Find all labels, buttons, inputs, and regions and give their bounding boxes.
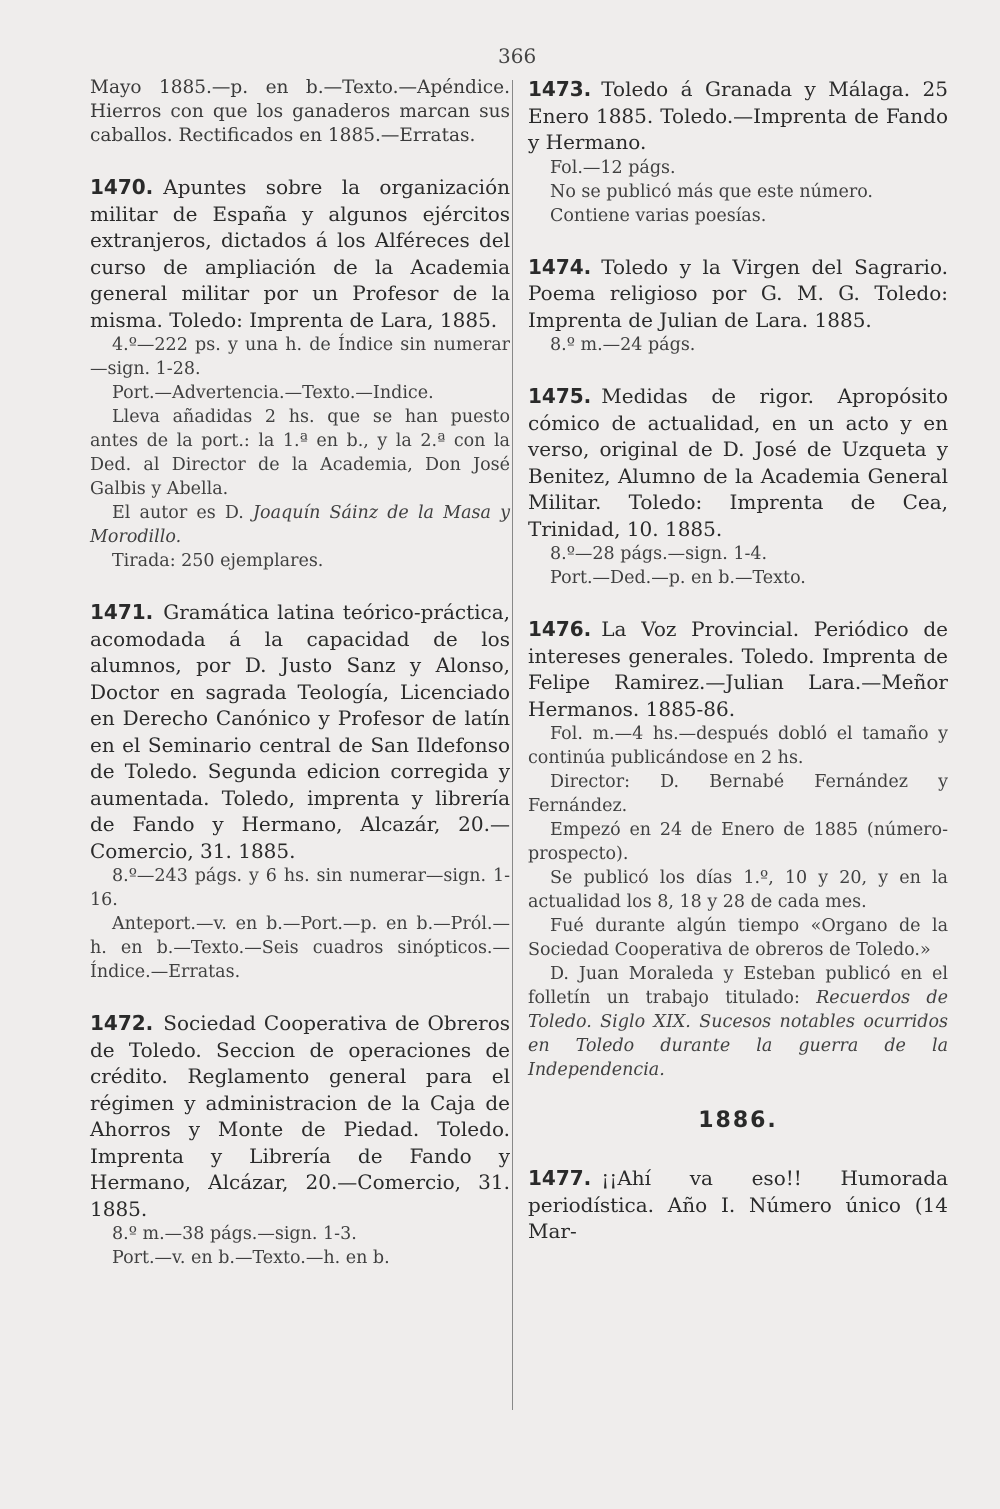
year-heading: 1886. [698,1108,778,1133]
entry-detail: Anteport.—v. en b.—Port.—p. en b.—Pról.—h. en b.—Texto.—Seis cuadros sinópticos.—Índice.—Erratas. [90,914,510,982]
entry-detail: Port.—v. en b.—Texto.—h. en b. [112,1248,390,1268]
entry-title: Sociedad Cooperativa de Obreros de Toledo. Seccion de operaciones de crédito. Reglamento general para el régimen y administracion de la Caja de Ahorros y Monte de Piedad. Toledo. Imprenta y Librería de Fando y Hermano, Alcázar, 20.—Comercio, 31. 1885. [90,1011,510,1221]
entry-detail: Fol.—12 págs. [550,157,676,178]
entry-1476 [528,616,948,1082]
entry-number: 1471. [90,600,154,624]
entry-number: 1474. [528,254,592,279]
entry-detail: 8.º—28 págs.—sign. 1-4. [550,544,768,564]
entry-detail [90,501,510,549]
right-column [528,76,948,1271]
entry-detail: Director: D. Bernabé Fernández y Fernández. [528,772,948,816]
column-divider [512,80,513,1410]
entry-detail: Fué durante algún tiempo «Organo de la Sociedad Cooperativa de obreros de Toledo.» [528,916,948,960]
entry-detail: 8.º—243 págs. y 6 hs. sin numerar—sign. 1-16. [90,866,510,910]
entry-1470 [90,174,510,573]
entry-detail: Contiene varias poesías. [550,205,767,226]
entry-number: 1476. [528,617,592,641]
entry-title: Toledo y la Virgen del Sagrario. Poema religioso por G. M. G. Toledo: Imprenta de Julian de Lara. 1885. [528,254,948,332]
entry-1472 [90,1010,510,1270]
work-title: Recuerdos de Toledo. Siglo XIX. Sucesos notables ocurridos en Toledo durante la guerra de la Independencia. [528,988,948,1080]
entry-title: Apuntes sobre la organización militar de España y algunos ejércitos extranjeros, dictados á los Alféreces del curso de ampliación de la Academia general militar por un Profesor de la misma. Toledo: Imprenta de Lara, 1885. [90,175,510,332]
author-name: Joaquín Sáinz de la Masa y Morodillo. [90,503,510,547]
entry-1474 [528,254,948,358]
entry-title: Medidas de rigor. Apropósito cómico de actualidad, en un acto y en verso, original de D. José de Uzqueta y Benitez, Alumno de la Academia General Militar. Toledo: Imprenta de Cea, Trinidad, 10. 1885. [528,384,948,541]
entry-detail [528,962,948,1082]
entry-detail: Empezó en 24 de Enero de 1885 (número-prospecto). [528,820,948,864]
entry-detail: No se publicó más que este número. [550,181,873,202]
entry-detail: Tirada: 250 ejemplares. [112,551,324,571]
entry-detail: Fol. m.—4 hs.—después dobló el tamaño y continúa publicándose en 2 hs. [528,724,948,768]
page-number: 366 [498,44,537,68]
entry-number: 1472. [90,1011,154,1035]
entry-number: 1477. [528,1166,592,1190]
continuation-text: Mayo 1885.—p. en b.—Texto.—Apéndice. Hierros con que los ganaderos marcan sus caballos. Rectificados en 1885.—Erratas. [90,77,510,146]
entry-detail: Lleva añadidas 2 hs. que se han puesto antes de la port.: la 1.ª en b., y la 2.ª con la Ded. al Director de la Academia, Don José Galbis y Abella. [90,407,510,499]
entry-number: 1470. [90,175,154,199]
entry-title: La Voz Provincial. Periódico de intereses generales. Toledo. Imprenta de Felipe Ramirez.—Julian Lara.—Meñor Hermanos. 1885-86. [528,617,948,721]
entry-detail: Port.—Ded.—p. en b.—Texto. [550,568,806,588]
detail-prefix: D. Juan Moraleda y Esteban publicó en el folletín un trabajo titulado: [528,964,948,1008]
entry-detail: 4.º—222 ps. y una h. de Índice sin numerar—sign. 1-28. [90,335,510,379]
entry-number: 1473. [528,77,592,101]
entry-number: 1475. [528,384,592,408]
entry-1471 [90,599,510,984]
entry-detail: 8.º m.—38 págs.—sign. 1-3. [112,1224,357,1244]
entry-detail: Se publicó los días 1.º, 10 y 20, y en la actualidad los 8, 18 y 28 de cada mes. [528,868,948,912]
left-column [90,76,510,1296]
entry-1475 [528,383,948,590]
entry-title: Toledo á Granada y Málaga. 25 Enero 1885. Toledo.—Imprenta de Fando y Hermano. [528,77,948,154]
author-prefix: El autor es D. [112,503,254,523]
entry-title: Gramática latina teórico-práctica, acomodada á la capacidad de los alumnos, por D. Justo Sanz y Alonso, Doctor en sagrada Teología, Licenciado en Derecho Canónico y Profesor de latín en el Seminario central de San Ildefonso de Toledo. Segunda edicion corregida y aumentada. Toledo, imprenta y librería de Fando y Hermano, Alcazár, 20.—Comercio, 31. 1885. [90,600,510,863]
entry-detail: Port.—Advertencia.—Texto.—Indice. [112,383,434,403]
entry-1473 [528,76,948,228]
entry-title: ¡¡Ahí va eso!! Humorada periodística. Año I. Número único (14 Mar- [528,1166,948,1243]
entry-1477 [528,1165,948,1245]
entry-detail: 8.º m.—24 págs. [550,335,696,355]
